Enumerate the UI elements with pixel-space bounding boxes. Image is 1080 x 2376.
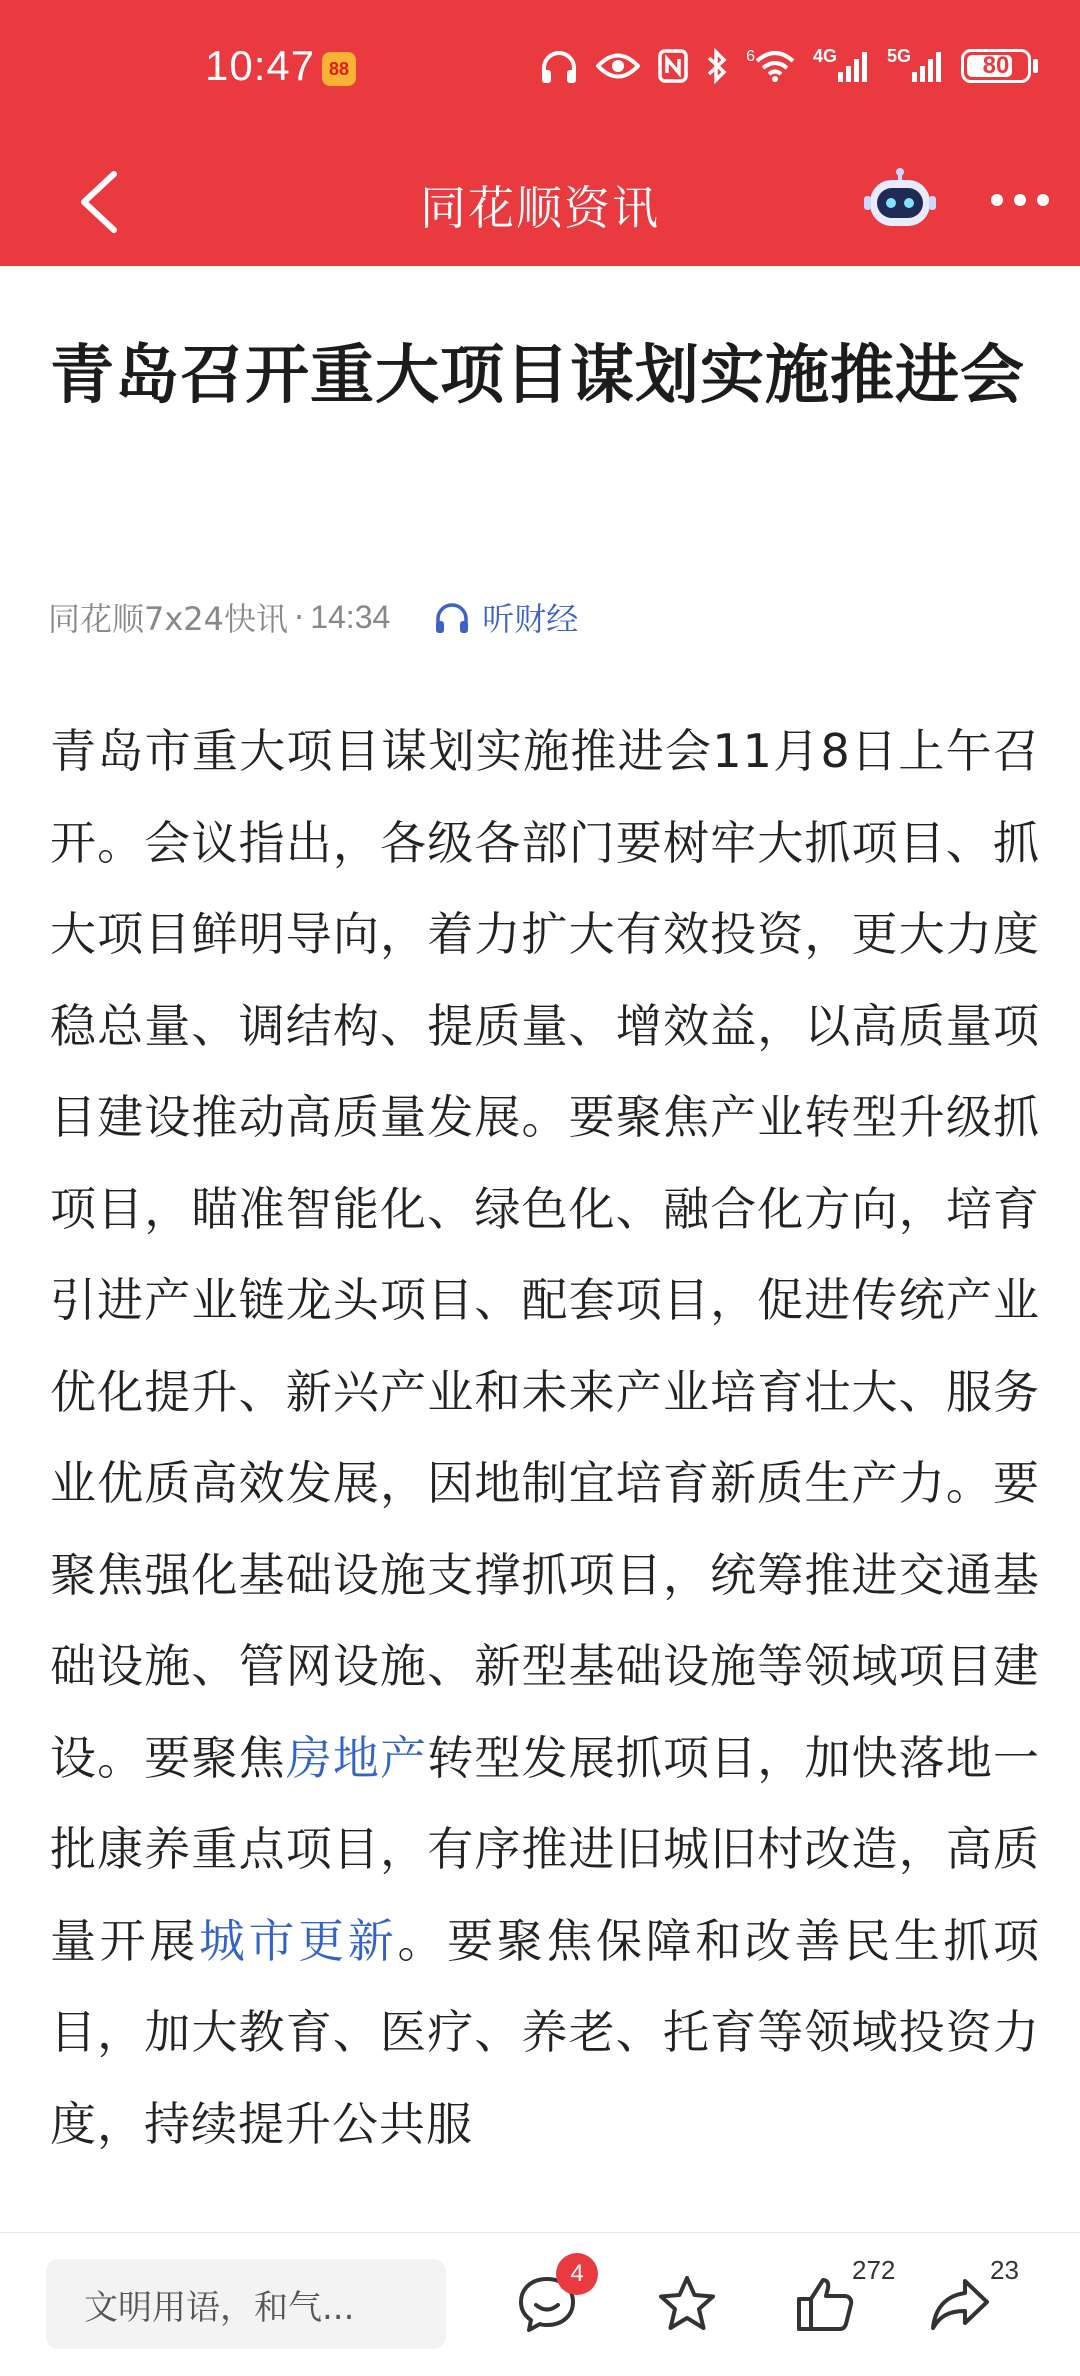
thumbs-up-icon: [794, 2273, 856, 2335]
article-title: 青岛召开重大项目谋划实施推进会: [50, 339, 1025, 413]
body-text-part: 青岛市重大项目谋划实施推进会11月8日上午召开。会议指出，各级各部门要树牢大抓项目、抓大项目鲜明导向，着力扩大有效投资，更大力度稳总量、调结构、提质量、增效益，以高质量项目建设推动高质量发展。要聚焦产业转型升级抓项目，瞄准智能化、绿色化、融合化方向，培育引进产业链龙头项目、配套项目，促进传统产业优化提升、新兴产业和未来产业培育壮大、服务业优质高效发展，因地制宜培育新质生产力。要聚焦强化基础设施支撑抓项目，统筹推进交通基础设施、管网设施、新型基础设施等领域项目建设。要聚焦: [50, 724, 1040, 1785]
article-body: [50, 706, 1040, 2170]
battery-tip: [1033, 59, 1038, 73]
headphones-icon: [434, 600, 470, 634]
share-count: 23: [990, 2255, 1019, 2285]
link-real-estate[interactable]: 房地产: [285, 1730, 428, 1785]
comments-count-badge: 4: [556, 2253, 598, 2295]
like-count: 272: [852, 2255, 896, 2285]
eye-icon: [596, 46, 640, 86]
article-source: 同花顺7x24快讯: [48, 600, 289, 638]
comment-input[interactable]: [46, 2259, 446, 2349]
signal-4g-label: 4G: [812, 46, 837, 66]
listen-button[interactable]: [434, 594, 578, 640]
battery-icon: [961, 46, 1038, 86]
assistant-robot-button[interactable]: [860, 160, 940, 240]
share-button[interactable]: [925, 2269, 995, 2339]
battery-level: 80: [982, 52, 1010, 79]
link-urban-renewal[interactable]: 城市更新: [198, 1913, 398, 1968]
like-button[interactable]: [790, 2269, 860, 2339]
body-text-part: 。要聚焦保障和改善民生抓项目，加大教育、医疗、养老、托育等领域投资力度，持续提升公共服: [50, 1913, 1041, 2151]
app-header: [0, 0, 1080, 266]
article-meta: [48, 592, 578, 642]
signal-5g-icon: [887, 46, 943, 86]
robot-icon: [864, 168, 936, 232]
headphones-icon: [540, 46, 578, 86]
wifi-label: 6: [746, 48, 755, 65]
bluetooth-icon: [706, 46, 728, 86]
more-dots-icon: [990, 193, 1050, 207]
share-arrow-icon: [929, 2273, 991, 2335]
wifi-icon: [746, 46, 795, 86]
title-bar: [0, 140, 1080, 266]
article-time: 14:34: [310, 598, 391, 635]
body-text-part: 转型发展抓项目，加快落地一批康养重点项目，有序推进旧城旧村改造，高质量开展: [50, 1730, 1041, 1968]
signal-4g-icon: [813, 46, 869, 86]
nfc-icon: [658, 46, 688, 86]
bottom-action-bar: [0, 2232, 1080, 2376]
battery-body: [961, 49, 1031, 83]
status-bar: [0, 0, 1080, 140]
signal-5g-label: 5G: [886, 46, 911, 66]
star-icon: [656, 2273, 718, 2335]
status-time: 10:47: [205, 42, 316, 89]
article: [0, 266, 1080, 2232]
app-notification-icon: 88: [322, 52, 356, 86]
comment-placeholder: 文明用语，和气...: [84, 2287, 355, 2328]
favorite-button[interactable]: [652, 2269, 722, 2339]
meta-separator: ·: [294, 598, 305, 636]
status-icons: [540, 44, 1038, 88]
listen-label: 听财经: [482, 600, 579, 638]
page-title: 同花顺资讯: [420, 181, 660, 235]
more-options-button[interactable]: [980, 160, 1060, 240]
